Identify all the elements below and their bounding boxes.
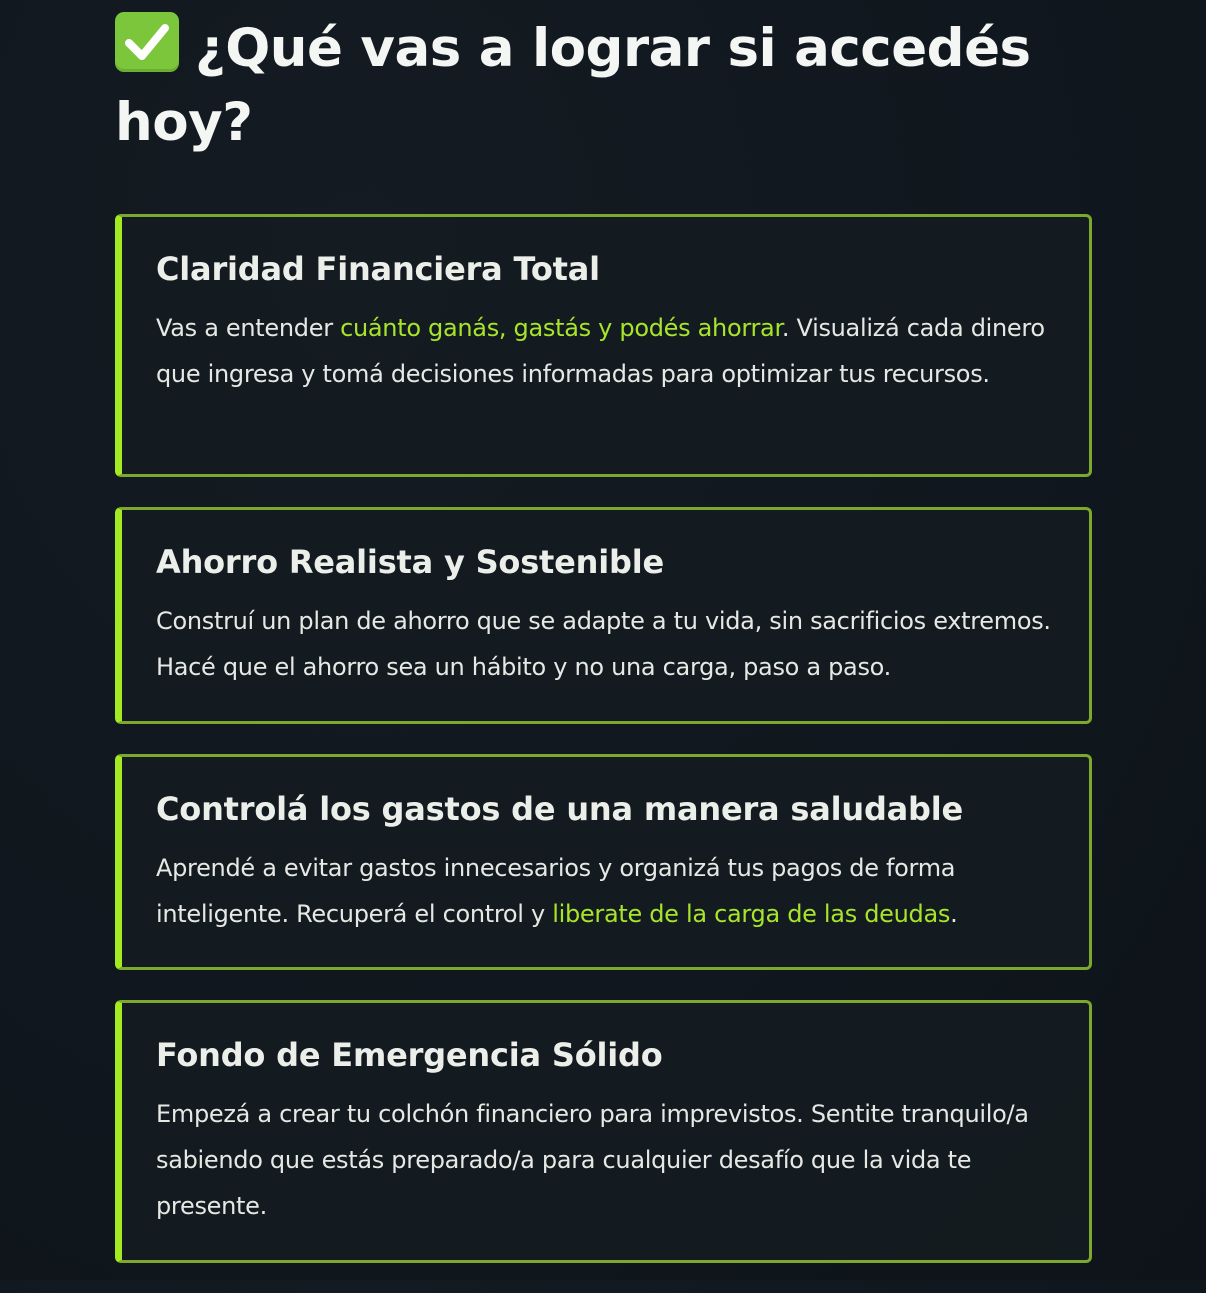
benefit-card-title: Fondo de Emergencia Sólido bbox=[156, 1036, 663, 1074]
benefit-text-end: . Visualizá cada dinero que ingresa y tomá decisiones informadas para optimizar tus recursos. bbox=[156, 314, 1045, 388]
benefit-card-ahorro bbox=[115, 507, 1092, 724]
benefit-card-claridad bbox=[115, 214, 1092, 477]
check-icon bbox=[115, 12, 179, 72]
section-heading bbox=[115, 0, 1092, 160]
benefit-text-start: Construí un plan de ahorro que se adapte a tu vida, sin sacrificios extremos. Hacé que el ahorro sea un hábito y no una carga, paso a paso. bbox=[156, 607, 1051, 681]
benefit-cards bbox=[115, 214, 1092, 1293]
benefit-text-highlight: liberate de la carga de las deudas bbox=[552, 900, 951, 928]
section-heading-text: ¿Qué vas a lograr si accedés hoy? bbox=[115, 18, 1031, 153]
benefit-text-start: Vas a entender bbox=[156, 314, 341, 342]
benefit-card-fondo bbox=[115, 1000, 1092, 1263]
benefit-card-title: Claridad Financiera Total bbox=[156, 250, 600, 288]
benefit-card-gastos bbox=[115, 754, 1092, 970]
benefit-card-text bbox=[156, 305, 1059, 397]
benefit-text-highlight: cuánto ganás, gastás y podés ahorrar bbox=[340, 314, 782, 342]
benefit-card-text bbox=[156, 598, 1059, 690]
benefit-card-text bbox=[156, 845, 1059, 937]
benefit-card-text bbox=[156, 1091, 1059, 1229]
benefits-section bbox=[115, 0, 1092, 1220]
benefit-card-title: Controlá los gastos de una manera saludable bbox=[156, 790, 964, 828]
benefit-text-start: Aprendé a evitar gastos innecesarios y organizá tus pagos de forma inteligente. Recuperá el control y bbox=[156, 854, 956, 928]
benefit-card-title: Ahorro Realista y Sostenible bbox=[156, 543, 664, 581]
benefit-text-end: . bbox=[950, 900, 958, 928]
benefit-text-start: Empezá a crear tu colchón financiero para imprevistos. Sentite tranquilo/a sabiendo que estás preparado/a para cualquier desafío que la vida te presente. bbox=[156, 1100, 1029, 1220]
